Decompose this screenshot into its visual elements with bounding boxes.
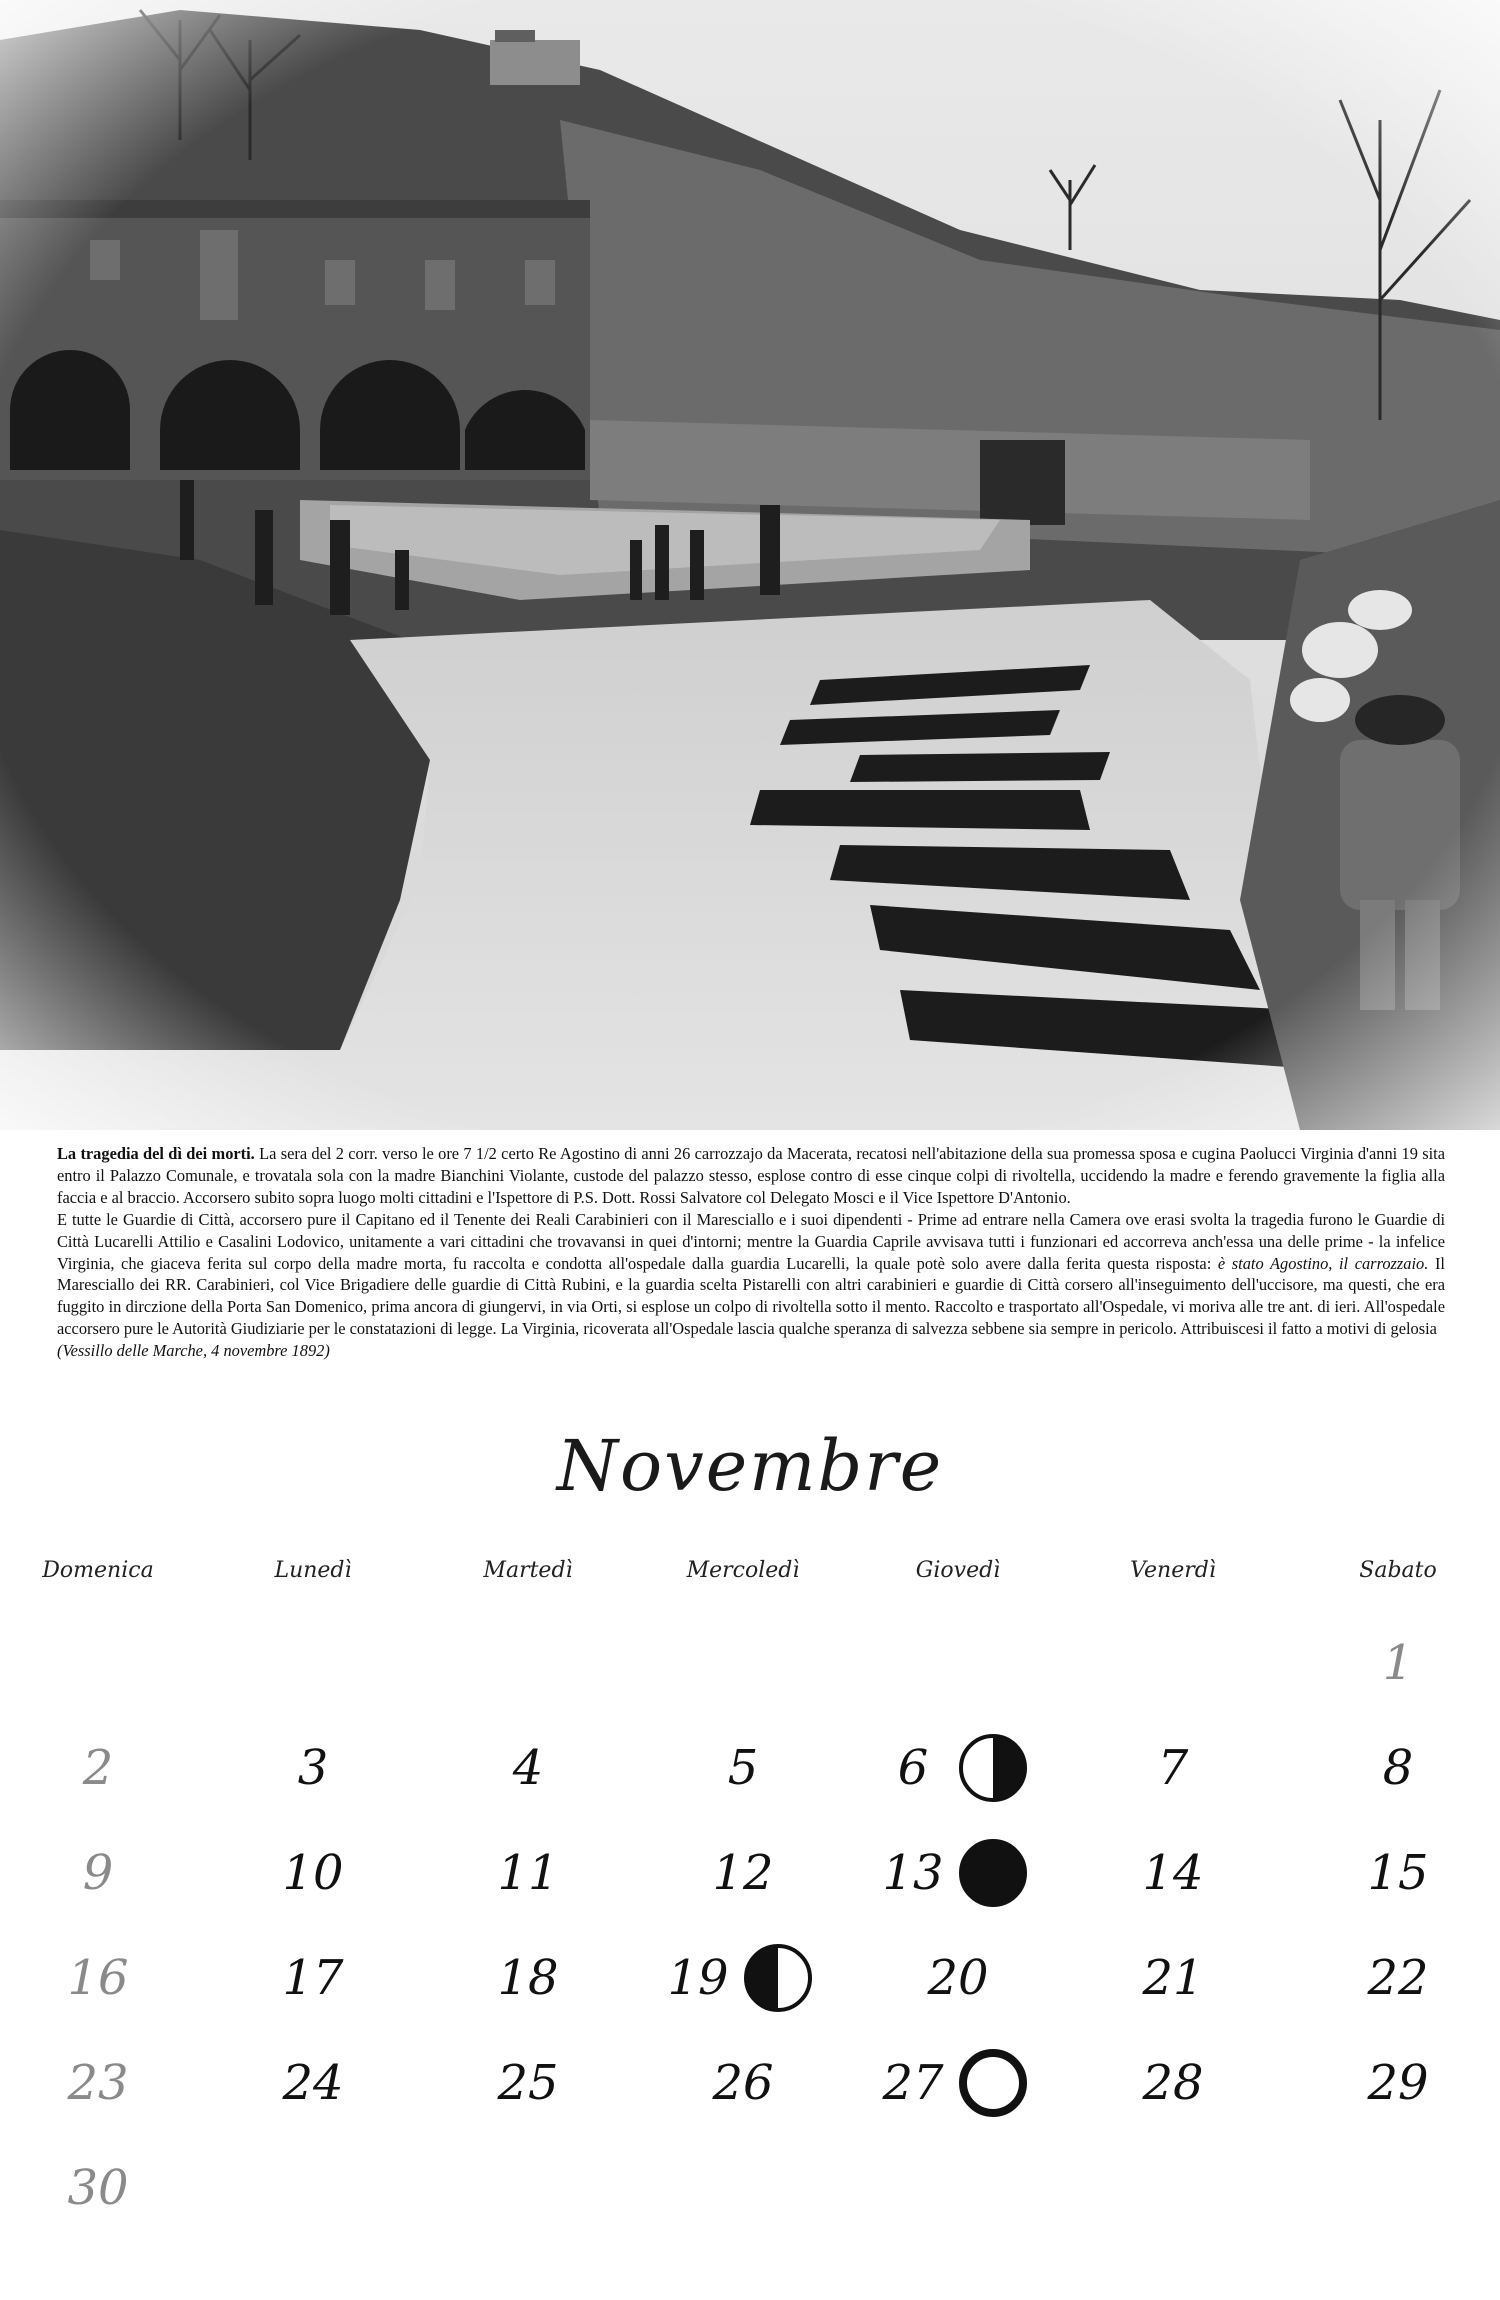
caption-paragraph-1 <box>57 1143 1445 1209</box>
caption-text-2a: E tutte le Guardie di Città, accorsero pure il Capitano ed il Tenente dei Reali Carabinieri con il Maresciallo e i suoi dipendenti - Prime ad entrare nella Camera ove erasi svolta la tragedia furono le Guardie di Città Lucarelli Attilio e Casalini Lodovico, unitamente a vari cittadini che trovavansi in quei d'intorni; mentre la Guardia Caprile avvisava tutti i funzionari ed accorreva anch'essa una delle prime - la infelice Virginia, che giaceva ferita sul corpo della madre morta, fu raccolta e condotta all'ospedale dalla guardia Lucarelli, la quale potè solo avere dalla ferita questa risposta: <box>57 1209 1445 1273</box>
calendar-day: 1 <box>1382 1635 1414 1691</box>
calendar-day: 26 <box>712 2055 774 2111</box>
weekday-0: Domenica <box>42 1558 154 1583</box>
new-moon-icon <box>958 2048 1028 2118</box>
calendar-day: 6 <box>897 1740 929 1796</box>
weekday-3: Mercoledì <box>686 1558 800 1583</box>
caption-text-1: La sera del 2 corr. verso le ore 7 1/2 certo Re Agostino di anni 26 carrozzajo da Macerata, recatosi nell'abitazione della sua promessa sposa e cugina Paolucci Virginia d'anni 19 sita entro il Palazzo Comunale, e trovatala sola con la madre Bianchini Violante, custode del palazzo stesso, esplose contro di esse cinque colpi di rivoltella, uccidendo la madre e ferendo gravemente la figlia alla faccia e al braccio. Accorsero subito sopra luogo molti cittadini e l'Ispettore di P.S. Dott. Rossi Salvatore col Delegato Mosci e il Vice Ispettore D'Antonio. <box>57 1144 1445 1207</box>
caption-title: La tragedia del dì dei morti. <box>57 1144 255 1163</box>
full-moon-icon <box>958 1838 1028 1908</box>
calendar-day: 29 <box>1367 2055 1429 2111</box>
calendar-day: 14 <box>1142 1845 1204 1901</box>
weekday-5: Venerdì <box>1130 1558 1216 1583</box>
calendar-day: 20 <box>927 1950 989 2006</box>
calendar-day: 5 <box>727 1740 759 1796</box>
calendar-day: 23 <box>67 2055 129 2111</box>
calendar-day: 9 <box>82 1845 114 1901</box>
calendar-day: 25 <box>497 2055 559 2111</box>
calendar-day: 19 <box>667 1950 729 2006</box>
weekday-1: Lunedì <box>274 1558 352 1583</box>
calendar-day: 24 <box>282 2055 344 2111</box>
calendar-day: 15 <box>1367 1845 1429 1901</box>
calendar-day: 4 <box>512 1740 544 1796</box>
calendar-day: 17 <box>282 1950 344 2006</box>
caption-text-2b: Il Maresciallo dei RR. Carabinieri, col Vice Brigadiere delle guardie di Città Rubini, e la guardia scelta Pistarelli con altri carabinieri e guardie di Città corsero all'inseguimento dell'uccisore, ma questi, che era fuggito in dirczione della Porta San Domenico, prima ancora di giungervi, in via Orti, si esplose un colpo di rivoltella sotto il mento. Raccolto e trasportato all'Ospedale, vi moriva alle tre ant. di ieri. All'ospedale accorsero pure le Autorità Giudiziarie per le constatazioni di legge. La Virginia, ricoverata all'Ospedale lascia qualche speranza di salvezza sebbene sia sempre in pericolo. Attribuiscesi il fatto a motivi di gelosia <box>57 1253 1445 1339</box>
weekday-4: Giovedì <box>915 1558 1001 1583</box>
calendar-day: 2 <box>82 1740 114 1796</box>
calendar-day: 18 <box>497 1950 559 2006</box>
historical-photo <box>0 0 1500 1130</box>
calendar-day: 13 <box>882 1845 944 1901</box>
calendar-day: 12 <box>712 1845 774 1901</box>
first-quarter-icon <box>958 1733 1028 1803</box>
calendar-day: 11 <box>497 1845 559 1901</box>
calendar-day: 30 <box>67 2160 129 2216</box>
weekday-6: Sabato <box>1359 1558 1437 1583</box>
calendar-day: 7 <box>1157 1740 1189 1796</box>
calendar-day: 8 <box>1382 1740 1414 1796</box>
last-quarter-icon <box>743 1943 813 2013</box>
calendar-day: 3 <box>297 1740 329 1796</box>
calendar-day: 28 <box>1142 2055 1204 2111</box>
caption-source: (Vessillo delle Marche, 4 novembre 1892) <box>57 1341 330 1361</box>
article-caption <box>57 1143 1445 1362</box>
calendar-day: 22 <box>1367 1950 1429 2006</box>
month-title: Novembre <box>556 1425 944 1507</box>
caption-paragraph-2 <box>57 1209 1445 1340</box>
calendar-day: 27 <box>882 2055 944 2111</box>
calendar-day: 16 <box>67 1950 129 2006</box>
caption-quote: è stato Agostino, il carrozzaio. <box>1217 1253 1429 1273</box>
calendar-day: 21 <box>1142 1950 1204 2006</box>
calendar-day: 10 <box>282 1845 344 1901</box>
weekday-2: Martedì <box>483 1558 573 1583</box>
